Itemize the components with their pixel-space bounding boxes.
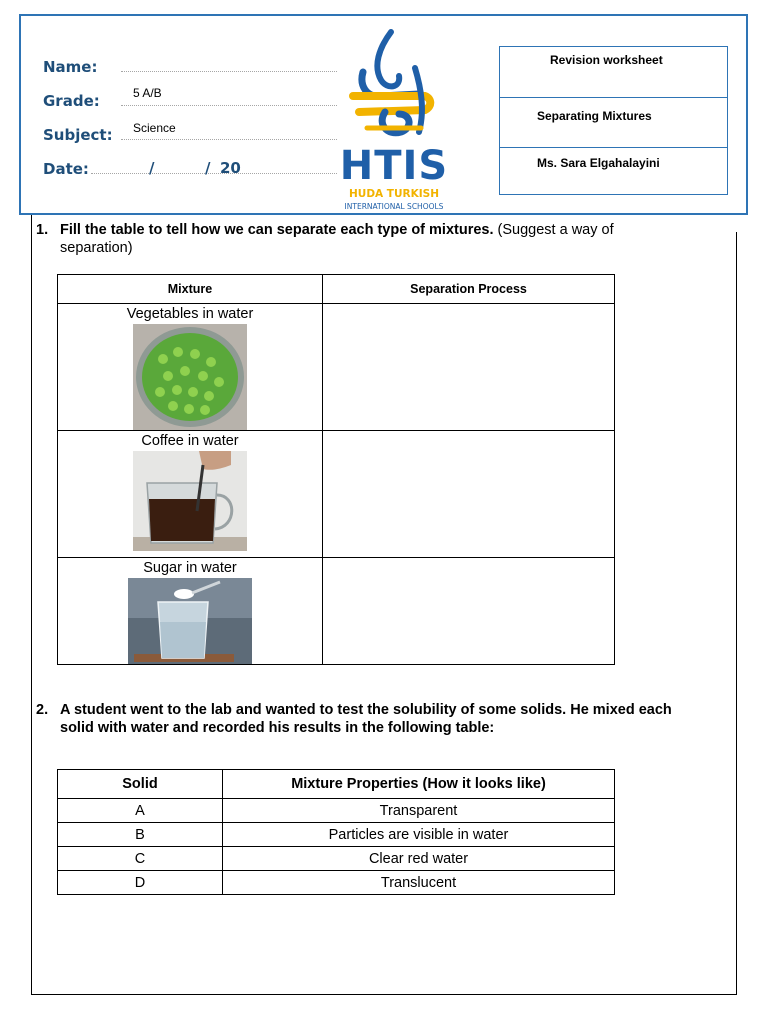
subject-value: Science [133, 121, 176, 135]
solid-cell: C [58, 847, 223, 871]
name-label: Name: [43, 58, 98, 76]
grade-field[interactable] [121, 105, 337, 106]
mixture-label: Coffee in water [141, 433, 239, 449]
page-frame-bottom [31, 994, 737, 995]
question-1-rest: (Suggest a way of [493, 222, 614, 238]
table-header-solid: Solid [58, 770, 223, 799]
page-frame-left [31, 215, 32, 995]
date-field[interactable] [91, 173, 337, 174]
property-cell: Translucent [223, 871, 615, 895]
worksheet-topic: Separating Mixtures [537, 109, 652, 123]
coffee-glass-image [133, 451, 247, 551]
question-2 [36, 701, 672, 736]
page-frame-right [736, 232, 737, 995]
peas-bowl-image [133, 324, 247, 430]
mixture-label: Sugar in water [143, 560, 237, 576]
table-header-process: Separation Process [323, 275, 615, 304]
table-header-mixture: Mixture [58, 275, 323, 304]
table-row [58, 431, 615, 558]
separation-answer-cell[interactable] [323, 558, 615, 665]
separation-answer-cell[interactable] [323, 304, 615, 431]
sugar-water-image [128, 578, 252, 664]
property-cell: Particles are visible in water [223, 823, 615, 847]
property-cell: Clear red water [223, 847, 615, 871]
date-slash: / [205, 159, 211, 177]
logo-school-name: HUDA TURKISH [349, 188, 439, 200]
logo-wordmark: HTIS [339, 143, 449, 189]
question-2-line1: A student went to the lab and wanted to test the solubility of some solids. He mixed each [60, 702, 672, 718]
solubility-table [57, 769, 615, 895]
name-field[interactable] [121, 71, 337, 72]
mixture-label: Vegetables in water [126, 306, 254, 322]
table-row [58, 799, 615, 823]
question-number: 1. [36, 222, 49, 238]
date-year: 20 [220, 159, 241, 177]
separation-answer-cell[interactable] [323, 431, 615, 558]
table-row [58, 304, 615, 431]
worksheet-header [19, 14, 748, 215]
solid-cell: B [58, 823, 223, 847]
question-number: 2. [36, 702, 49, 718]
date-slash: / [149, 159, 155, 177]
table-row [58, 871, 615, 895]
question-1-bold: Fill the table to tell how we can separate each type of mixtures. [60, 222, 494, 238]
question-2-line2: solid with water and recorded his results in the following table: [60, 720, 495, 736]
table-row [58, 847, 615, 871]
worksheet-info-box [499, 46, 728, 195]
table-header-properties: Mixture Properties (How it looks like) [223, 770, 615, 799]
solid-cell: D [58, 871, 223, 895]
school-logo [329, 28, 459, 211]
table-row [58, 823, 615, 847]
worksheet-title: Revision worksheet [550, 53, 663, 67]
logo-school-subtitle: INTERNATIONAL SCHOOLS [344, 202, 444, 211]
question-1 [36, 221, 614, 256]
grade-label: Grade: [43, 92, 100, 110]
subject-label: Subject: [43, 126, 113, 144]
property-cell: Transparent [223, 799, 615, 823]
calligraphy-emblem-icon [329, 28, 459, 146]
grade-value: 5 A/B [133, 86, 162, 100]
teacher-name: Ms. Sara Elgahalayini [537, 156, 660, 170]
solid-cell: A [58, 799, 223, 823]
date-label: Date: [43, 160, 89, 178]
question-1-line2: separation) [60, 240, 133, 256]
table-row [58, 558, 615, 665]
separation-table [57, 274, 615, 665]
subject-field[interactable] [121, 139, 337, 140]
